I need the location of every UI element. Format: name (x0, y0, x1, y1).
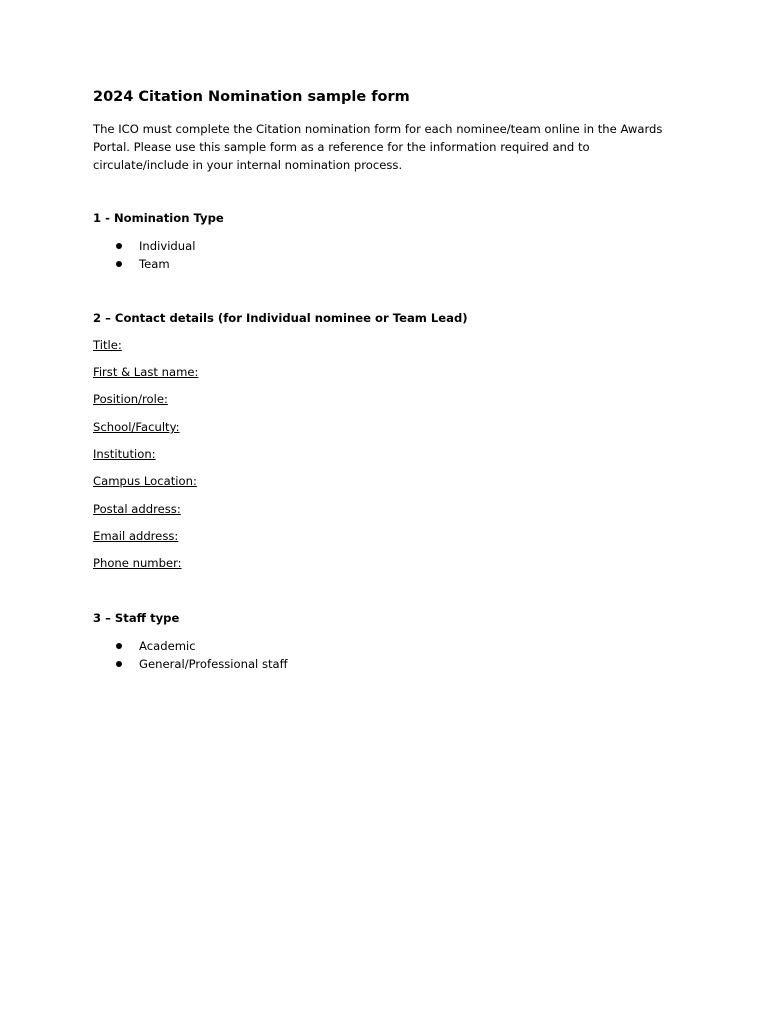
field-label-institution: Institution: (93, 447, 156, 461)
section-3-heading: 3 – Staff type (93, 611, 180, 625)
field-label-school: School/Faculty: (93, 420, 180, 434)
field-label-campus: Campus Location: (93, 474, 197, 488)
document-title: 2024 Citation Nomination sample form (93, 89, 410, 105)
bullet-icon (116, 643, 122, 649)
staff-type-option: General/Professional staff (139, 657, 288, 671)
field-label-title: Title: (93, 338, 122, 352)
intro-line: circulate/include in your internal nomination process. (93, 158, 403, 172)
list-item (93, 655, 288, 673)
field-label-postal: Postal address: (93, 502, 181, 516)
nomination-type-list (93, 237, 195, 273)
intro-line: The ICO must complete the Citation nomination form for each nominee/team online in the Awards (93, 122, 663, 136)
list-item (93, 237, 195, 255)
bullet-icon (116, 243, 122, 249)
field-label-name: First & Last name: (93, 365, 199, 379)
list-item (93, 255, 195, 273)
field-label-position: Position/role: (93, 392, 168, 406)
nomination-type-option: Team (139, 257, 170, 271)
staff-type-option: Academic (139, 639, 196, 653)
staff-type-list (93, 637, 288, 673)
bullet-icon (116, 261, 122, 267)
section-1-heading: 1 - Nomination Type (93, 211, 224, 225)
intro-paragraph (93, 120, 683, 174)
field-label-phone: Phone number: (93, 556, 182, 570)
field-label-email: Email address: (93, 529, 179, 543)
list-item (93, 637, 288, 655)
bullet-icon (116, 661, 122, 667)
intro-line: Portal. Please use this sample form as a reference for the information required and to (93, 140, 590, 154)
section-2-heading: 2 – Contact details (for Individual nominee or Team Lead) (93, 311, 468, 325)
nomination-type-option: Individual (139, 239, 196, 253)
